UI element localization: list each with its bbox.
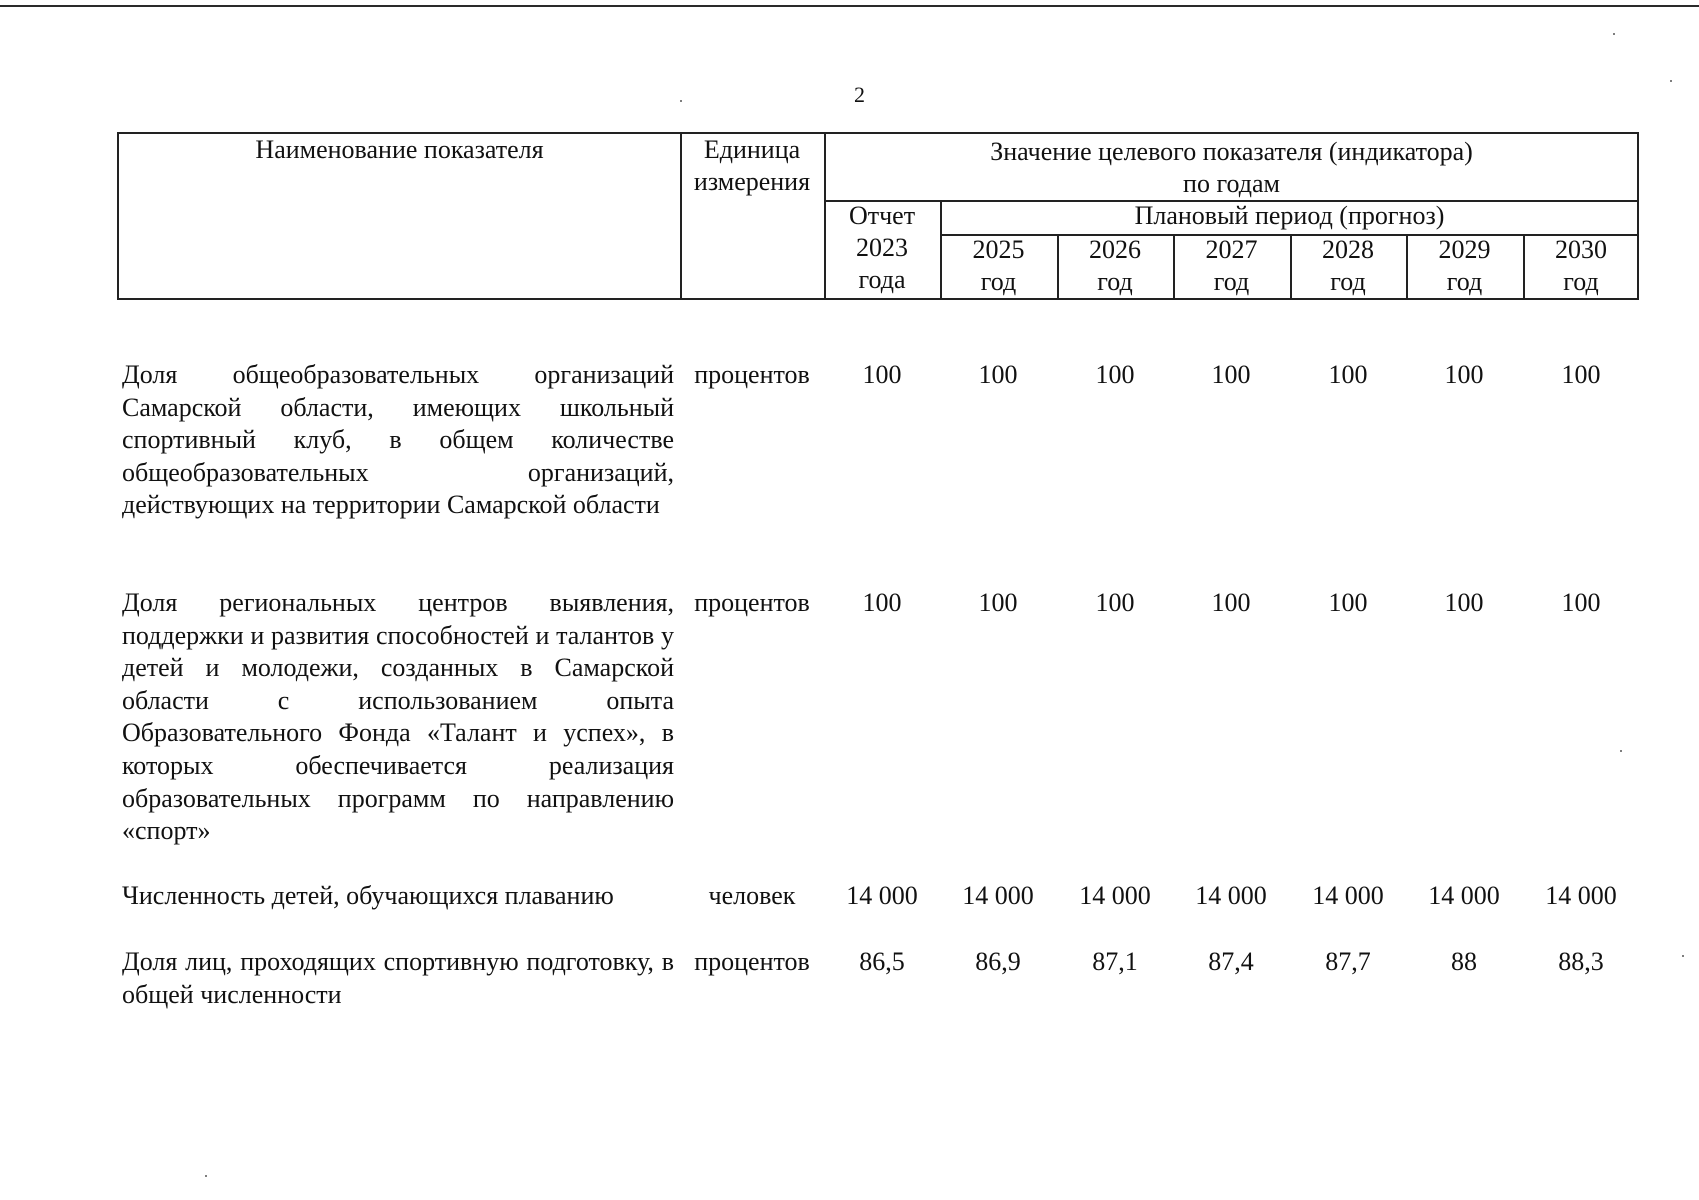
value-2023: 86,5	[859, 947, 905, 976]
value-2026: 14 000	[1079, 881, 1151, 910]
scan-speck	[1682, 955, 1684, 957]
header-year-2030: 2030 год	[1555, 235, 1607, 296]
header-year-2029: 2029 год	[1438, 235, 1491, 296]
value-2028: 14 000	[1312, 881, 1384, 910]
indicator-name: Численность детей, обучающихся плаванию	[122, 881, 614, 910]
indicator-unit: процентов	[694, 360, 810, 389]
scan-speck	[205, 1175, 207, 1177]
header-name-column: Наименование показателя	[255, 135, 544, 164]
value-2030: 88,3	[1558, 947, 1604, 976]
header-planned-period: Плановый период (прогноз)	[1134, 201, 1445, 230]
value-2027: 14 000	[1195, 881, 1267, 910]
value-2029: 100	[1444, 360, 1484, 389]
top-rule	[0, 5, 1699, 7]
value-2025: 14 000	[962, 881, 1034, 910]
header-year-2026: 2026 год	[1089, 235, 1141, 296]
value-2028: 100	[1328, 360, 1368, 389]
header-value-group: Значение целевого показателя (индикатора) по годам	[990, 137, 1473, 198]
value-2025: 86,9	[975, 947, 1021, 976]
header-year-2025: 2025 год	[972, 235, 1025, 296]
value-2029: 88	[1451, 947, 1477, 976]
value-2027: 87,4	[1208, 947, 1254, 976]
value-2029: 100	[1444, 588, 1484, 617]
page-number: 2	[854, 82, 865, 107]
scan-speck	[1670, 80, 1672, 82]
value-2025: 100	[978, 588, 1018, 617]
indicator-unit: процентов	[694, 947, 810, 976]
value-2028: 87,7	[1325, 947, 1371, 976]
indicator-unit: человек	[708, 881, 796, 910]
value-2026: 87,1	[1092, 947, 1138, 976]
value-2023: 100	[862, 360, 902, 389]
scan-speck	[1620, 750, 1622, 752]
scan-speck	[680, 100, 682, 102]
value-2030: 100	[1561, 588, 1601, 617]
value-2026: 100	[1095, 588, 1135, 617]
value-2030: 100	[1561, 360, 1601, 389]
value-2027: 100	[1211, 360, 1251, 389]
value-2026: 100	[1095, 360, 1135, 389]
scan-speck	[1613, 33, 1615, 35]
value-2027: 100	[1211, 588, 1251, 617]
header-year-2028: 2028 год	[1322, 235, 1374, 296]
indicator-name: Доля общеобразовательных организаций Самарской области, имеющих школьный спортивный клуб, в общем количестве общеобразовательных организаций, действующих на территории Самарской области	[122, 360, 674, 520]
value-2029: 14 000	[1428, 881, 1500, 910]
value-2030: 14 000	[1545, 881, 1617, 910]
indicator-name: Доля лиц, проходящих спортивную подготовку, в общей численности	[122, 947, 674, 1009]
value-2023: 100	[862, 588, 902, 617]
value-2028: 100	[1328, 588, 1368, 617]
indicator-name: Доля региональных центров выявления, поддержки и развития способностей и талантов у детей и молодежи, созданных в Самарской области с использованием опыта Образовательного Фонда «Талант и успех», в которых обеспечивается реализация образовательных программ по направлению «спорт»	[122, 588, 674, 846]
value-2023: 14 000	[846, 881, 918, 910]
header-year-2027: 2027 год	[1205, 235, 1258, 296]
indicator-unit: процентов	[694, 588, 810, 617]
value-2025: 100	[978, 360, 1018, 389]
header-report-2023: Отчет 2023 года	[848, 201, 916, 294]
indicator-table-header	[117, 132, 1639, 300]
header-unit-column: Единица измерения	[693, 135, 811, 196]
